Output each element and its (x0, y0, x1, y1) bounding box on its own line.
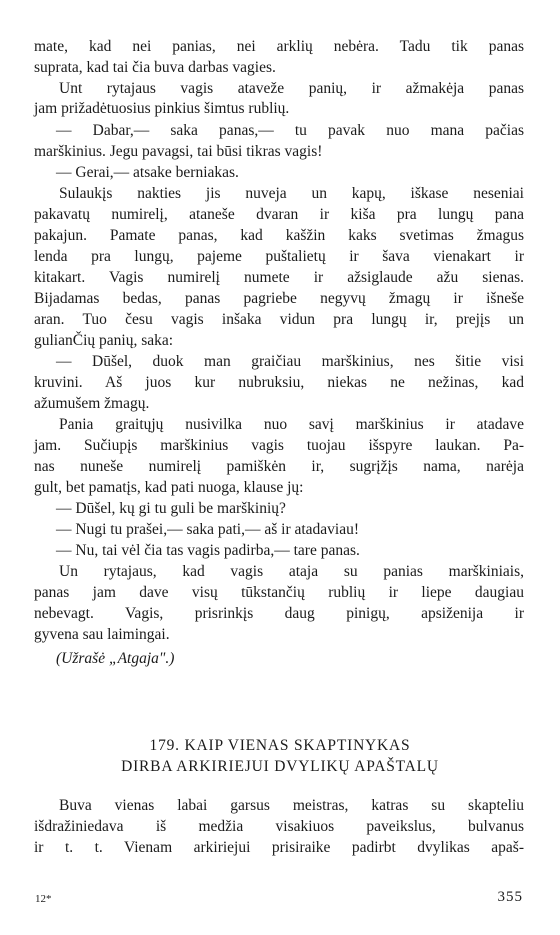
text-line: pakavatų numirelį, ataneše dvaran ir kiša pra lungų pana (34, 206, 524, 223)
text-line: — Nu, tai vėl čia tas vagis padirba,— tare panas. (56, 542, 360, 559)
text-line: — Dūšel, kų gi tu guli be marškinių? (56, 500, 286, 517)
section-heading-line-2: DIRBA ARKIRIEJUI DVYLIKŲ APAŠTALŲ (121, 758, 439, 775)
text-line: — Nugi tu prašei,— saka pati,— aš ir atadaviau! (56, 521, 360, 538)
signature-mark: 12* (35, 893, 52, 905)
text-line: lenda pra lungų, pajeme puštalietų ir šava vienakart ir (34, 248, 524, 265)
text-line: Un rytajaus, kad vagis ataja su panias marškiniais, (59, 563, 524, 580)
text-line: panas jam dave visų tūkstančių rublių ir liepe daugiau (34, 584, 524, 601)
text-line: suprata, kad tai čia buva darbas vagies. (34, 59, 276, 76)
text-line: pakajun. Pamate panas, kad kašžin kaks svetimas žmagus (34, 227, 524, 244)
page-number: 355 (497, 889, 523, 905)
text-line: kruvini. Aš juos kur nubruksiu, niekas ne nežinas, kad (34, 374, 524, 391)
text-line: aran. Tuo česu vagis inšaka vidun pra lungų ir, prejįs un (34, 311, 524, 328)
text-line: jam. Sučiupįs marškinius vagis tuojau išspyre laukan. Pa- (34, 437, 524, 454)
text-line: Buva vienas labai garsus meistras, katras su skapteliu (59, 797, 524, 814)
text-line: — Gerai,— atsake berniakas. (56, 164, 239, 181)
text-line: mate, kad nei panias, nei arklių nebėra. Tadu tik panas (34, 38, 524, 55)
text-line: Sulaukįs nakties jis nuveja un kapų, iškase neseniai (59, 185, 524, 202)
text-line: — Dabar,— saka panas,— tu pavak nuo mana pačias (56, 122, 524, 139)
text-line: marškinius. Jegu pavagsi, tai būsi tikras vagis! (34, 143, 323, 160)
text-line: nas nuneše numirelį pamiškėn ir, sugrįžįs nama, narėja (34, 458, 524, 475)
text-line: nebevagt. Vagis, prisrinkįs daug pinigų, apsiženija ir (34, 605, 524, 622)
text-line: jam prižadėtuosius pinkius šimtus rublių. (34, 100, 290, 117)
section-heading-line-1: 179. KAIP VIENAS SKAPTINYKAS (149, 737, 411, 754)
text-line: gyvena sau laimingai. (34, 626, 170, 643)
text-line: ir t. t. Vienam arkiriejui prisiraike padirbt dvylikas apaš- (34, 839, 524, 856)
text-line: kitakart. Vagis numirelį numete ir ažsiglaude ažu sienas. (34, 269, 524, 286)
text-line: išdražiniedava iš medžia visakiuos paveikslus, bulvanus (34, 818, 524, 835)
text-line: Unt rytajaus vagis ataveže panių, ir ažmakėja panas (59, 80, 524, 97)
text-line: gulianČių panių, saka: (34, 332, 174, 349)
source-note: (Užrašė „Atgaja".) (56, 650, 175, 667)
text-line: — Dūšel, duok man graičiau marškinius, nes šitie visi (56, 353, 524, 370)
text-line: Pania graitųjų nusivilka nuo savį marškinius ir atadave (59, 416, 524, 433)
text-line: gult, bet pamatįs, kad pati nuoga, klause jų: (34, 479, 304, 496)
text-line: ažumušem žmagų. (34, 395, 150, 412)
text-line: Bijadamas bedas, panas pagriebe negyvų žmagų ir išneše (34, 290, 524, 307)
